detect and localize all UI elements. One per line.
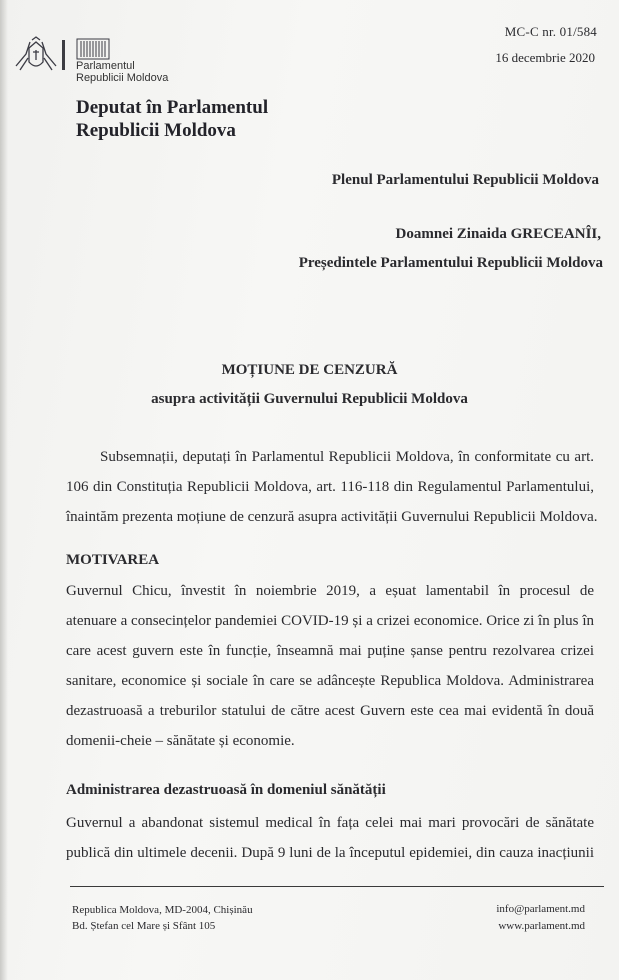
health-section-heading: Administrarea dezastruoasă în domeniul sănătății xyxy=(66,782,386,798)
footer-website: www.parlament.md xyxy=(498,920,585,932)
page-edge-shadow xyxy=(0,0,8,980)
org-name-line2: Republicii Moldova xyxy=(76,72,169,84)
emblem-divider xyxy=(62,40,65,70)
intro-paragraph xyxy=(66,442,598,532)
motivation-line: atenuare a consecințelor pandemiei COVID-19 și a crizei economice. Orice zi în plus în xyxy=(66,613,594,629)
recipient-name: Doamnei Zinaida GRECEANÎI, xyxy=(395,226,601,242)
health-line: publică din ultimele decenii. După 9 luni de la începutul epidemiei, din cauza inacțiunii xyxy=(66,845,594,861)
recipient-plenary: Plenul Parlamentului Republicii Moldova xyxy=(331,172,599,188)
reference-number: MC-C nr. 01/584 xyxy=(504,24,597,39)
parliament-logo-icon xyxy=(76,38,110,60)
intro-line: înaintăm prezenta moțiune de cenzură asupra activității Guvernului Republicii Moldova. xyxy=(66,509,598,525)
intro-line: Subsemnații, deputați în Parlamentul Republicii Moldova, în conformitate cu art. xyxy=(100,449,594,465)
document-subtitle: asupra activității Guvernului Republicii Moldova xyxy=(151,391,468,407)
sender-title-line2: Republicii Moldova xyxy=(76,120,236,141)
motivation-line: domenii-cheie – sănătate și economie. xyxy=(66,733,295,749)
sender-title-line1: Deputat în Parlamentul xyxy=(76,97,269,118)
motivation-paragraph xyxy=(66,576,594,756)
footer-address-line2: Bd. Ștefan cel Mare și Sfânt 105 xyxy=(72,920,216,932)
org-name-line1: Parlamentul xyxy=(76,60,135,72)
recipient-role: Președintele Parlamentului Republicii Moldova xyxy=(298,255,603,271)
document-title: MOȚIUNE DE CENZURĂ xyxy=(221,362,398,378)
motivation-heading: MOTIVAREA xyxy=(66,552,160,568)
motivation-line: sanitare, economice și sociale în care se adâncește Republica Moldova. Administrarea xyxy=(66,673,594,689)
document-date: 16 decembrie 2020 xyxy=(495,50,595,65)
footer-divider xyxy=(70,886,604,887)
motivation-line: care acest guvern este în funcție, înseamnă mai puține șanse pentru rezolvarea crizei xyxy=(66,643,594,659)
footer-email: info@parlament.md xyxy=(496,903,585,915)
health-line: Guvernul a abandonat sistemul medical în fața celei mai mari provocări de sănătate xyxy=(66,815,594,831)
sender-title xyxy=(76,96,336,142)
motivation-line: Guvernul Chicu, învestit în noiembrie 2019, a eșuat lamentabil în procesul de xyxy=(66,583,594,599)
health-paragraph xyxy=(66,808,594,868)
footer-address-line1: Republica Moldova, MD-2004, Chișinău xyxy=(72,904,253,916)
intro-line: 106 din Constituția Republicii Moldova, art. 116-118 din Regulamentul Parlamentului, xyxy=(66,479,594,495)
coat-of-arms-icon xyxy=(14,36,58,78)
motivation-line: dezastruoasă a treburilor statului de către acest Guvern este cea mai evidentă în două xyxy=(66,703,594,719)
